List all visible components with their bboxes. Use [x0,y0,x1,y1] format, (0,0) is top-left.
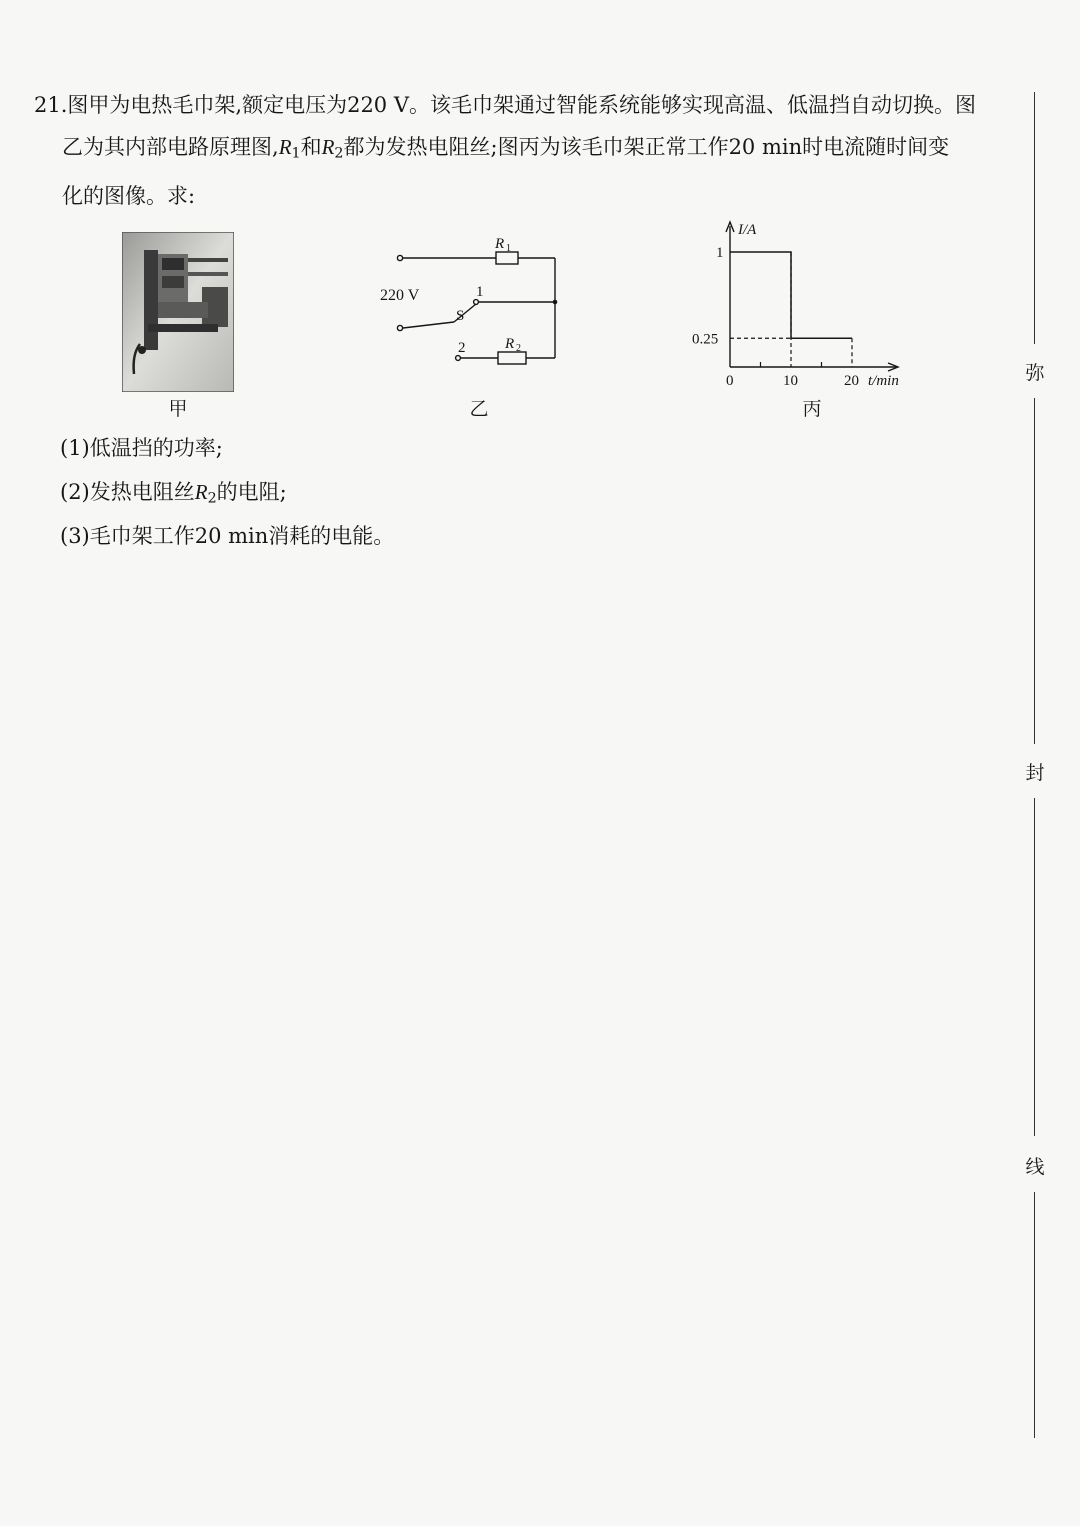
sub-question-3-prefix: (3) [60,524,90,548]
r2-label: R [505,336,515,352]
figure-yi-circuit [376,230,566,370]
margin-line-2 [1034,398,1035,744]
sub-question-3 [60,520,394,550]
r1-symbol: R [278,135,292,159]
r1-sub: 1 [506,243,511,254]
sub-question-1-prefix: (1) [60,436,90,460]
margin-line-1 [1034,92,1035,344]
sub-question-2-prefix: (2) [60,480,90,504]
stem-line-1 [34,84,1014,126]
sub-question-2 [60,476,287,507]
sub-question-3-text: 毛巾架工作20 min消耗的电能。 [89,524,395,548]
x-tick-label: 10 [783,373,798,389]
r2-symbol: R [321,135,335,159]
stem-text-1: 图甲为电热毛巾架,额定电压为220 V。该毛巾架通过智能系统能够实现高温、低温挡自动切换。图 [67,93,977,117]
margin-line-3 [1034,798,1035,1136]
margin-char-mi: 弥 [1025,362,1045,384]
stem-text-4: 都为发热电阻丝;图丙为该毛巾架正常工作20 min时电流随时间变 [343,135,950,159]
sub-question-2-sub: 2 [207,490,217,507]
figure-jia-caption: 甲 [168,398,188,420]
margin-char-feng: 封 [1025,762,1045,784]
figure-bing-caption: 丙 [802,398,822,420]
y-tick-label: 1 [716,245,724,261]
figure-bing-chart [684,214,916,394]
margin-line-4 [1034,1192,1035,1438]
sub-question-2-text-b: 的电阻; [216,480,287,504]
y-tick-label: 0.25 [692,331,719,348]
sub-question-1-text: 低温挡的功率; [89,436,223,460]
margin-char-xian: 线 [1025,1156,1045,1178]
question-21 [34,84,1014,217]
stem-line-2 [34,126,1014,175]
circuit-diagram [376,230,566,370]
stem-line-3 [34,175,1014,217]
contact-2-label: 2 [458,340,466,356]
current-time-chart [684,214,916,394]
r2-sub: 2 [516,343,521,354]
question-number: 21. [34,93,68,117]
x-axis-label: t/min [868,373,899,389]
sub-question-2-symbol: R [194,480,208,504]
terminal-top [397,255,402,260]
resistor-r2 [498,352,526,364]
voltage-label: 220 V [380,287,420,304]
contact-1-label: 1 [476,284,484,300]
sub-question-2-text-a: 发热电阻丝 [89,480,195,504]
sub-question-1 [60,432,223,462]
terminal-bottom [397,325,402,330]
x-tick-label: 20 [844,373,859,389]
stem-text-2: 乙为其内部电路原理图, [62,135,279,159]
stem-text-5: 化的图像。求: [62,183,196,208]
x-tick-label: 0 [726,373,734,389]
r1-label: R [495,236,505,252]
y-axis-label: I/A [738,222,757,238]
r2-subscript: 2 [334,145,344,162]
switch-label: S [456,308,465,324]
r1-subscript: 1 [291,145,301,162]
towel-rack-photo-icon [122,232,234,392]
figure-jia-photo [122,232,234,392]
figure-yi-caption: 乙 [469,398,489,420]
stem-text-3: 和 [300,135,322,159]
